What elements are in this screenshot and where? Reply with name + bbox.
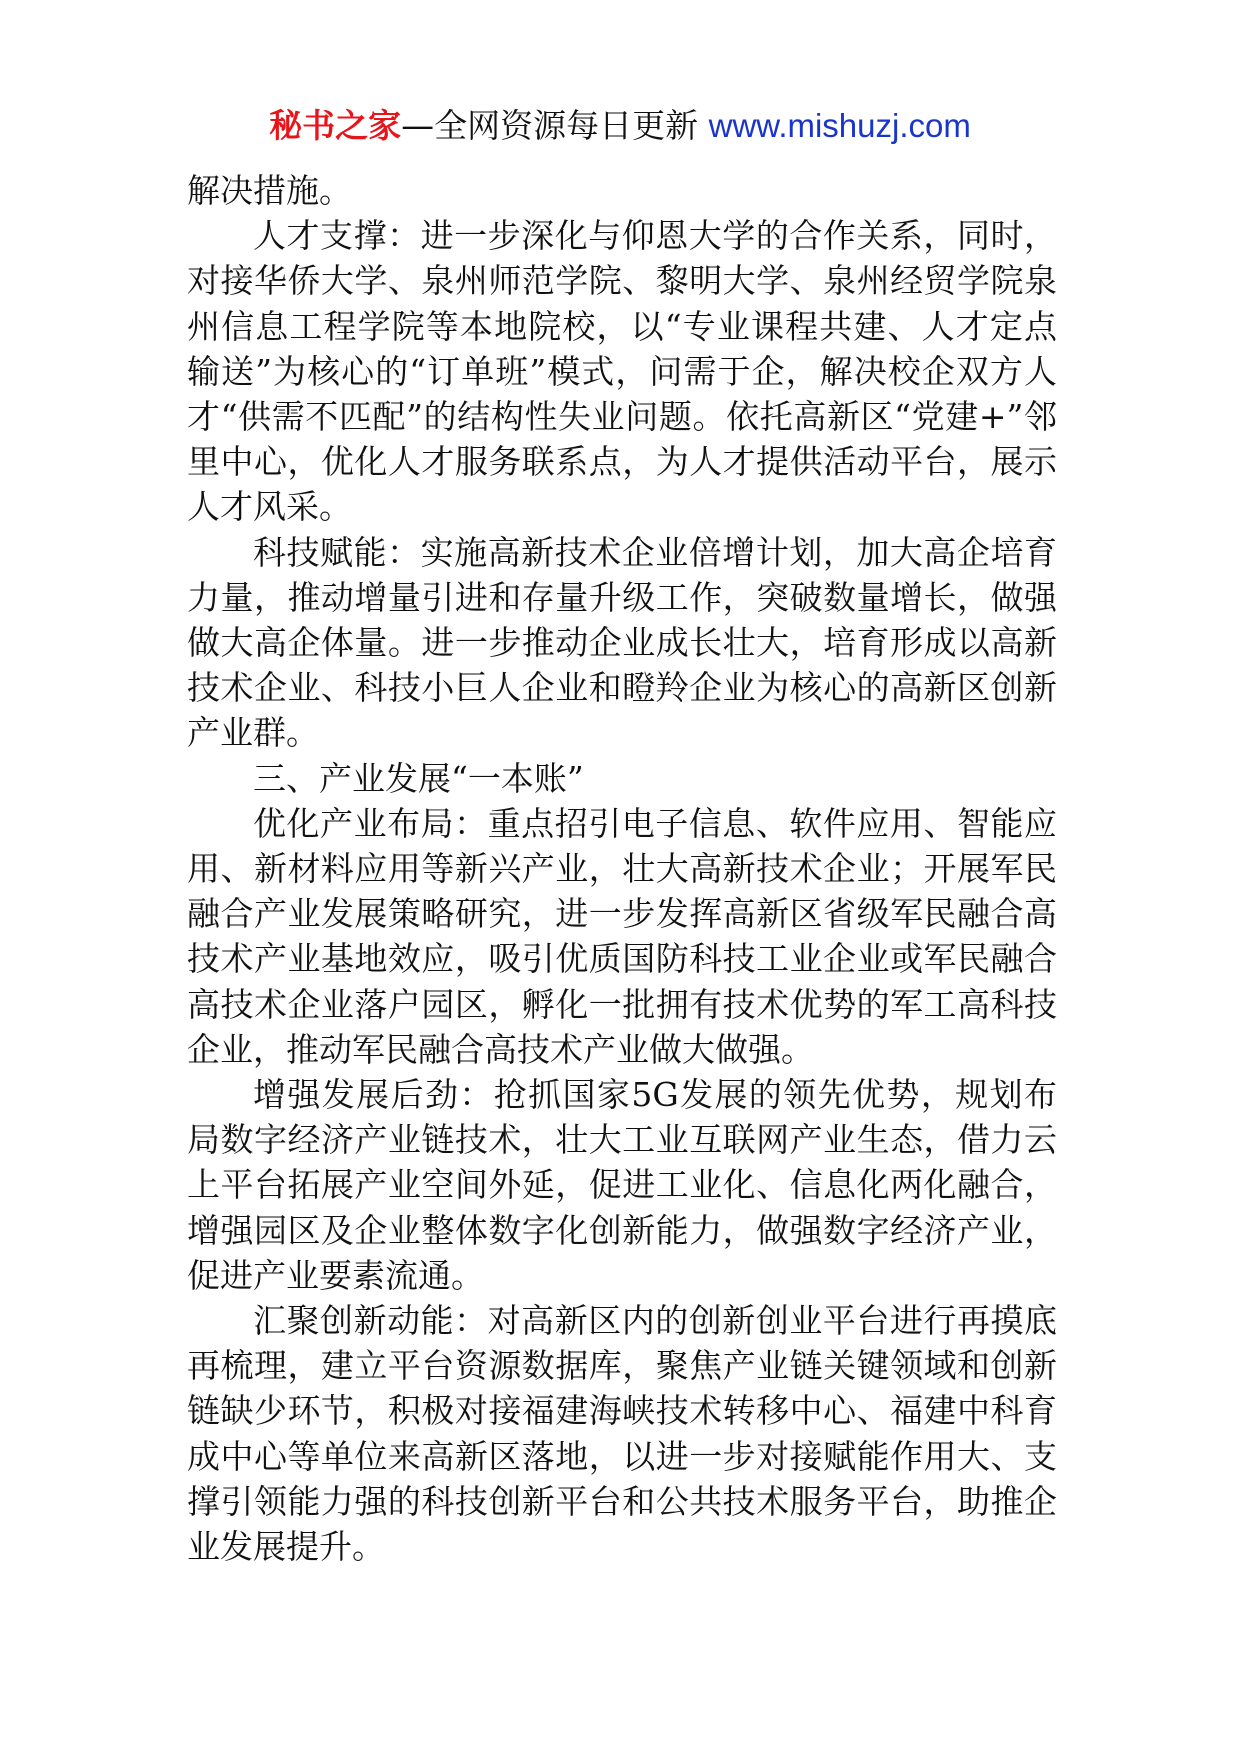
document-body [187,168,1057,1569]
brand-name: 秘书之家 [269,106,402,145]
paragraph-talent-support: 人才支撑：进一步深化与仰恩大学的合作关系，同时，对接华侨大学、泉州师范学院、黎明大学、泉州经贸学院泉州信息工程学院等本地院校，以“专业课程共建、人才定点输送”为核心的“订单班”模式，问需于企，解决校企双方人才“供需不匹配”的结构性失业问题。依托高新区“党建+”邻里中心，优化人才服务联系点，为人才提供活动平台，展示人才风采。 [187,216,1057,527]
paragraph-continuation: 解决措施。 [187,171,352,210]
section-heading-industry: 三、产业发展“一本账” [253,758,584,798]
paragraph-innovation-momentum: 汇聚创新动能：对高新区内的创新创业平台进行再摸底再梳理，建立平台资源数据库，聚焦产业链关键领域和创新链缺少环节，积极对接福建海峡技术转移中心、福建中科育成中心等单位来高新区落地，以进一步对接赋能作用大、支撑引领能力强的科技创新平台和公共技术服务平台，助推企业发展提升。 [187,1301,1057,1567]
header-tagline: —全网资源每日更新 [401,106,699,145]
page-header [0,104,1240,148]
paragraph-industry-layout: 优化产业布局：重点招引电子信息、软件应用、智能应用、新材料应用等新兴产业，壮大高新技术企业；开展军民融合产业发展策略研究，进一步发挥高新区省级军民融合高技术产业基地效应，吸引优质国防科技工业企业或军民融合高技术企业落户园区，孵化一批拥有技术优势的军工高科技企业，推动军民融合高技术产业做大做强。 [187,803,1057,1069]
website-link[interactable]: www.mishuzj.com [708,107,971,144]
paragraph-tech-empowerment: 科技赋能：实施高新技术企业倍增计划，加大高企培育力量，推动增量引进和存量升级工作，突破数量增长，做强做大高企体量。进一步推动企业成长壮大，培育形成以高新技术企业、科技小巨人企业和瞪羚企业为核心的高新区创新产业群。 [187,532,1057,753]
paragraph-development-momentum: 增强发展后劲：抢抓国家5G发展的领先优势，规划布局数字经济产业链技术，壮大工业互联网产业生态，借力云上平台拓展产业空间外延，促进工业化、信息化两化融合，增强园区及企业整体数字化创新能力，做强数字经济产业，促进产业要素流通。 [187,1075,1057,1295]
